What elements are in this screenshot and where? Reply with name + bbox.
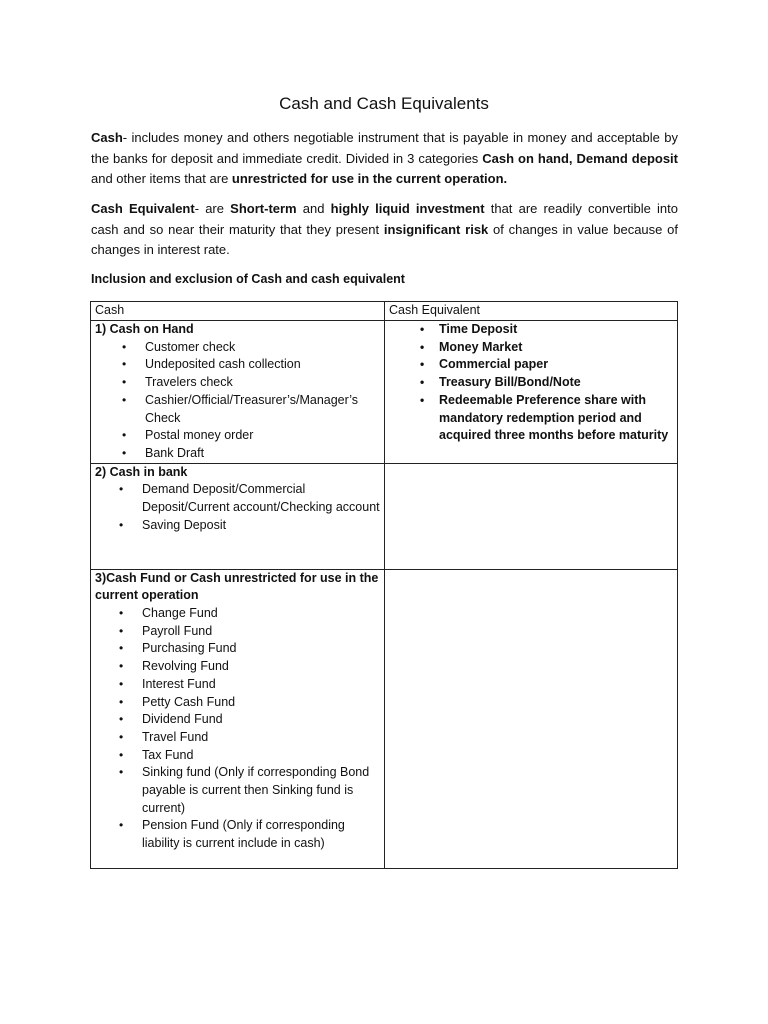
list-item-text: Dividend Fund	[142, 712, 223, 727]
bullet-icon: •	[119, 482, 124, 497]
cash-categories: Cash on hand, Demand deposit	[482, 150, 678, 166]
list-item	[95, 729, 380, 747]
list-item-text: Interest Fund	[142, 676, 216, 691]
list-item-text: Petty Cash Fund	[142, 694, 236, 709]
list-item-text: Cashier/Official/Treasurer’s/Manager’s Check	[145, 392, 359, 425]
list-item-text: Travel Fund	[142, 729, 209, 744]
list-item-text: Payroll Fund	[142, 623, 213, 638]
short-term-term: Short-term	[230, 201, 297, 216]
cash-fund-list	[95, 605, 380, 853]
list-item-text: Change Fund	[142, 606, 218, 621]
cash-in-bank-cell	[91, 463, 385, 569]
list-item-text: Time Deposit	[439, 322, 518, 336]
list-item-text: Sinking fund (Only if corresponding Bond payable is current then Sinking fund is current)	[142, 765, 370, 815]
table-row	[91, 569, 678, 868]
bullet-icon: •	[119, 818, 124, 833]
list-item	[95, 445, 380, 463]
bullet-icon: •	[119, 641, 124, 656]
ce-def-text-3: that are readily convertible into cash and so near their maturity that they present	[91, 201, 679, 237]
bullet-icon: •	[119, 517, 124, 532]
section-title: 2) Cash in bank	[95, 464, 188, 479]
list-item	[95, 605, 380, 623]
cash-equivalent-cell	[385, 321, 678, 464]
list-item	[95, 481, 380, 516]
list-item-text: Redeemable Preference share with mandatory redemption period and acquired three months before maturity	[439, 392, 669, 443]
page-title: Cash and Cash Equivalents	[279, 94, 489, 113]
list-item	[95, 427, 380, 445]
list-item	[95, 764, 380, 817]
bullet-icon: •	[122, 428, 127, 443]
list-item	[389, 374, 673, 392]
list-item-text: Pension Fund (Only if corresponding liability is current include in cash)	[142, 818, 345, 851]
list-item	[95, 623, 380, 641]
bullet-icon: •	[122, 392, 127, 407]
bullet-icon: •	[420, 375, 425, 390]
list-item-text: Demand Deposit/Commercial Deposit/Current account/Checking account	[142, 482, 380, 515]
bullet-icon: •	[119, 765, 124, 780]
cash-table	[90, 301, 678, 869]
list-item	[389, 392, 673, 445]
list-item-text: Revolving Fund	[142, 659, 229, 674]
list-item-text: Commercial paper	[439, 357, 549, 372]
insignificant-risk-term: insignificant risk	[383, 221, 489, 237]
list-item	[95, 711, 380, 729]
bullet-icon: •	[119, 676, 124, 691]
cash-equivalent-definition	[91, 199, 678, 261]
ce-def-text-2: and	[296, 201, 331, 216]
list-item-text: Postal money order	[145, 428, 254, 443]
bullet-icon: •	[119, 623, 124, 638]
bullet-icon: •	[119, 694, 124, 709]
list-item-text: Travelers check	[145, 375, 233, 390]
list-item-text: Tax Fund	[142, 747, 194, 762]
bullet-icon: •	[119, 606, 124, 621]
cash-on-hand-list	[95, 339, 380, 463]
list-item	[95, 817, 380, 852]
empty-cell	[385, 463, 678, 569]
cash-def-text-1: - includes money and others negotiable instrument that is payable in money and acceptable by the banks for deposit and immediate credit. Divided in 3 categories	[91, 130, 678, 166]
cash-definition	[91, 128, 678, 190]
cash-equivalent-list	[389, 321, 673, 445]
list-item	[95, 517, 380, 535]
ce-def-text-1: - are	[194, 201, 231, 216]
list-item-text: Money Market	[439, 339, 523, 354]
list-item	[95, 339, 380, 357]
list-item	[95, 640, 380, 658]
bullet-icon: •	[122, 357, 127, 372]
ce-def-text-4: of changes in value because of changes in interest rate.	[91, 221, 678, 257]
cash-def-text-2: and other items that are	[91, 171, 232, 186]
list-item	[95, 374, 380, 392]
list-item-text: Bank Draft	[145, 445, 205, 460]
bullet-icon: •	[122, 375, 127, 390]
bullet-icon: •	[119, 729, 124, 744]
list-item	[389, 339, 673, 357]
list-item-text: Saving Deposit	[142, 517, 227, 532]
section-title: 3)Cash Fund or Cash unrestricted for use in the current operation	[95, 570, 379, 603]
table-caption: Inclusion and exclusion of Cash and cash equivalent	[91, 272, 405, 286]
cash-unrestricted: unrestricted for use in the current operation.	[231, 171, 508, 186]
list-item	[95, 658, 380, 676]
cash-on-hand-cell	[91, 321, 385, 464]
bullet-icon: •	[119, 747, 124, 762]
section-title: 1) Cash on Hand	[95, 322, 194, 336]
cash-fund-cell	[91, 569, 385, 868]
bullet-icon: •	[420, 339, 425, 354]
cash-equivalent-term: Cash Equivalent	[91, 201, 195, 216]
highly-liquid-term: highly liquid investment	[330, 201, 485, 216]
table-row	[91, 321, 678, 464]
empty-cell	[385, 569, 678, 868]
list-item	[95, 356, 380, 374]
list-item	[95, 676, 380, 694]
table-row	[91, 463, 678, 569]
bullet-icon: •	[420, 357, 425, 372]
list-item	[389, 321, 673, 339]
list-item	[95, 694, 380, 712]
list-item-text: Undeposited cash collection	[145, 357, 301, 372]
list-item-text: Purchasing Fund	[142, 641, 237, 656]
bullet-icon: •	[122, 445, 127, 460]
bullet-icon: •	[420, 322, 425, 336]
list-item	[95, 747, 380, 765]
bullet-icon: •	[420, 392, 425, 407]
cash-term: Cash	[91, 130, 123, 145]
header-cash: Cash	[91, 302, 385, 321]
list-item-text: Customer check	[145, 339, 236, 354]
list-item	[389, 356, 673, 374]
cash-in-bank-list	[95, 481, 380, 534]
table-header-row	[91, 302, 678, 321]
list-item	[95, 392, 380, 427]
list-item-text: Treasury Bill/Bond/Note	[439, 375, 581, 390]
bullet-icon: •	[119, 659, 124, 674]
bullet-icon: •	[119, 712, 124, 727]
bullet-icon: •	[122, 339, 127, 354]
header-cash-equivalent: Cash Equivalent	[385, 302, 678, 321]
